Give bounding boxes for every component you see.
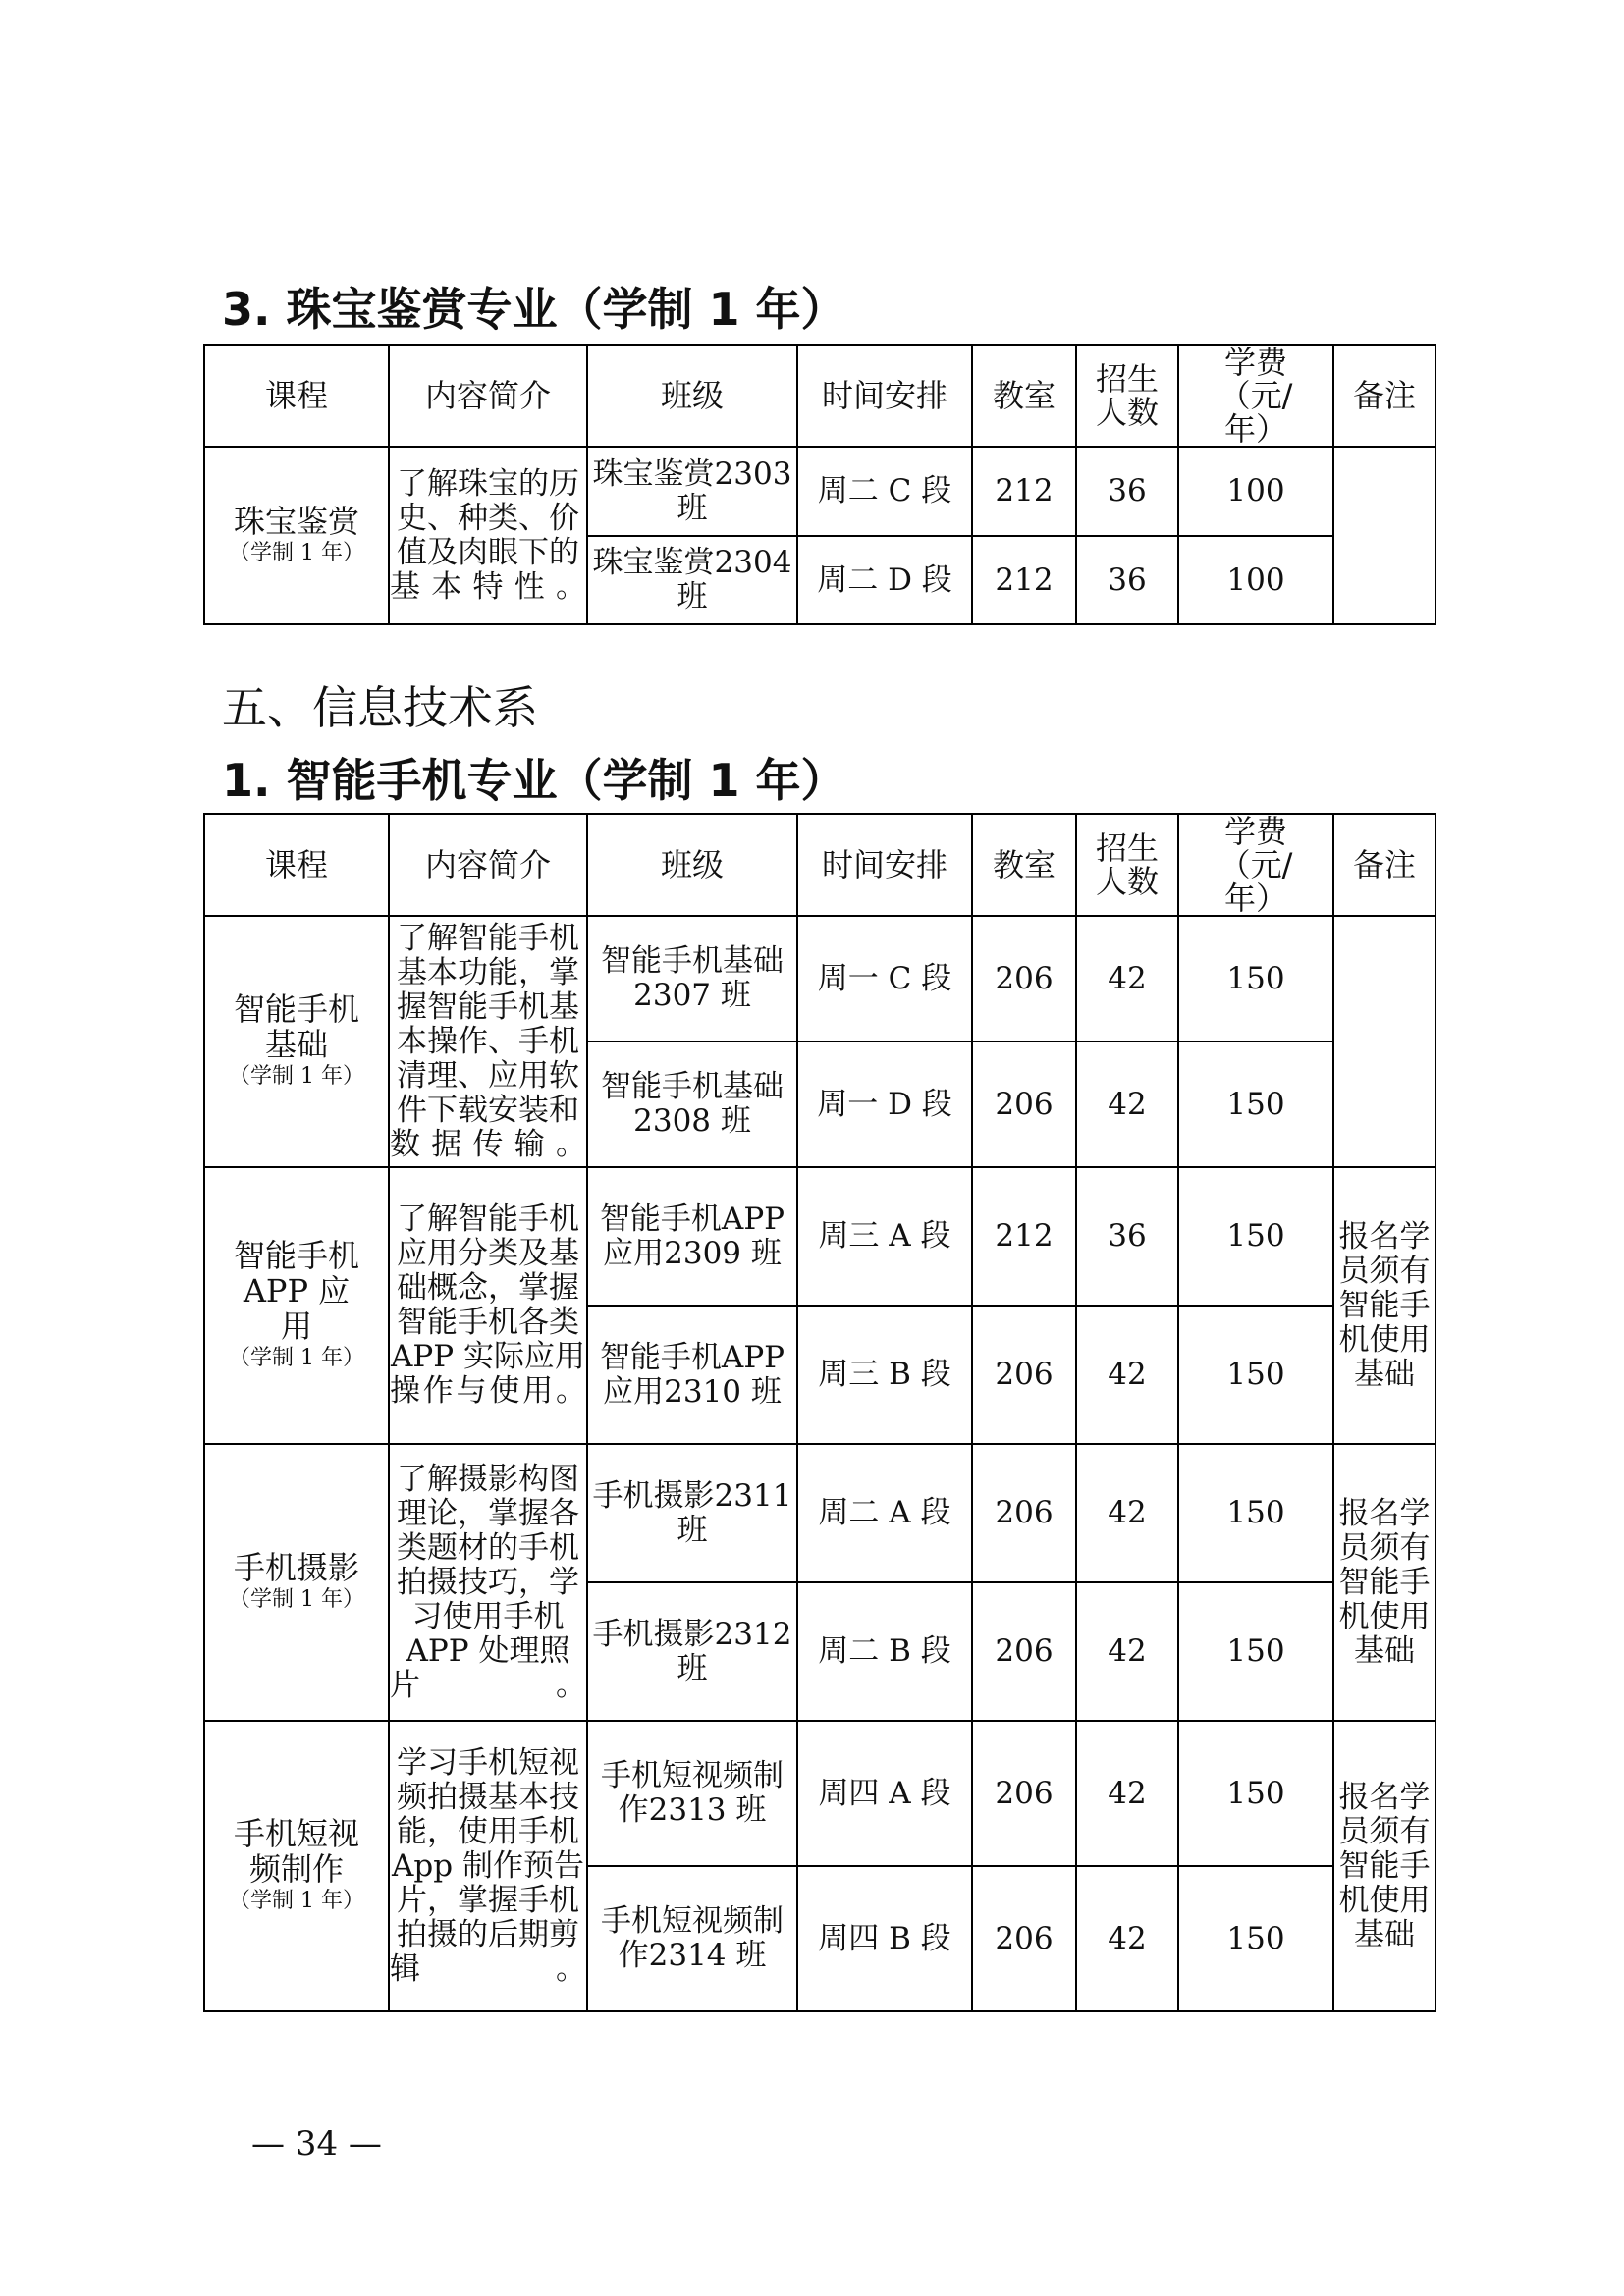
header-fee: 学费（元/年） [1178, 345, 1333, 447]
course-duration: （学制 1 年） [229, 1587, 364, 1612]
class-time: 周四 A 段 [797, 1721, 972, 1866]
class-time: 周二 B 段 [797, 1582, 972, 1721]
class-fee: 150 [1178, 916, 1333, 1041]
class-fee: 150 [1178, 1306, 1333, 1444]
class-fee: 150 [1178, 1444, 1333, 1582]
class-name: 手机摄影2312 班 [587, 1582, 797, 1721]
course-duration: （学制 1 年） [229, 1064, 364, 1089]
class-fee: 150 [1178, 1041, 1333, 1167]
table-row [204, 1444, 1435, 1582]
header-count: 招生人数 [1076, 814, 1178, 916]
course-name: 珠宝鉴赏 [233, 502, 359, 540]
class-name: 智能手机基础 2307 班 [587, 916, 797, 1041]
class-time: 周二 D 段 [797, 536, 972, 624]
header-fee: 学费（元/年） [1178, 814, 1333, 916]
class-room: 206 [972, 1866, 1076, 2011]
class-name: 手机摄影2311 班 [587, 1444, 797, 1582]
course-name-cell [204, 1167, 389, 1444]
class-time: 周三 B 段 [797, 1306, 972, 1444]
table-header-row [204, 814, 1435, 916]
course-name-cell [204, 447, 389, 624]
section-heading-smartphone: 1. 智能手机专业（学制 1 年） [222, 754, 846, 807]
header-class: 班级 [587, 345, 797, 447]
course-name: 手机短视频制作 [233, 1815, 359, 1888]
header-description: 内容简介 [389, 345, 587, 447]
class-name: 手机短视频制作2313 班 [587, 1721, 797, 1866]
course-description: 了解智能手机应用分类及基础概念，掌握智能手机各类 APP 实际应用操作与使用。 [389, 1167, 587, 1444]
course-note: 报名学员须有智能手机使用基础 [1333, 1167, 1435, 1444]
table-row [204, 447, 1435, 536]
header-course: 课程 [204, 814, 389, 916]
class-name: 珠宝鉴赏2303 班 [587, 447, 797, 536]
class-count: 36 [1076, 536, 1178, 624]
class-count: 42 [1076, 1582, 1178, 1721]
course-note: 报名学员须有智能手机使用基础 [1333, 1721, 1435, 2011]
header-note: 备注 [1333, 814, 1435, 916]
class-count: 42 [1076, 1444, 1178, 1582]
class-room: 206 [972, 1721, 1076, 1866]
class-room: 212 [972, 536, 1076, 624]
class-name: 手机短视频制作2314 班 [587, 1866, 797, 2011]
class-room: 212 [972, 1167, 1076, 1306]
course-duration: （学制 1 年） [229, 1889, 364, 1913]
course-note: 报名学员须有智能手机使用基础 [1333, 1444, 1435, 1721]
header-time: 时间安排 [797, 345, 972, 447]
header-count: 招生人数 [1076, 345, 1178, 447]
header-room: 教室 [972, 345, 1076, 447]
class-name: 智能手机APP 应用2309 班 [587, 1167, 797, 1306]
class-time: 周二 A 段 [797, 1444, 972, 1582]
table-row [204, 1167, 1435, 1306]
course-description: 了解珠宝的历史、种类、价值及肉眼下的基本特性。 [389, 447, 587, 624]
section-heading-jewelry: 3. 珠宝鉴赏专业（学制 1 年） [222, 283, 846, 336]
course-name-cell [204, 916, 389, 1167]
class-count: 42 [1076, 916, 1178, 1041]
class-time: 周一 C 段 [797, 916, 972, 1041]
class-fee: 100 [1178, 536, 1333, 624]
class-count: 42 [1076, 1721, 1178, 1866]
class-fee: 150 [1178, 1866, 1333, 2011]
class-time: 周一 D 段 [797, 1041, 972, 1167]
course-description: 了解智能手机基本功能，掌握智能手机基本操作、手机清理、应用软件下载安装和数据传输。 [389, 916, 587, 1167]
class-fee: 100 [1178, 447, 1333, 536]
class-time: 周四 B 段 [797, 1866, 972, 2011]
class-name: 智能手机基础 2308 班 [587, 1041, 797, 1167]
table-header-row [204, 345, 1435, 447]
class-name: 珠宝鉴赏2304 班 [587, 536, 797, 624]
course-duration: （学制 1 年） [229, 1346, 364, 1370]
course-name: 智能手机APP 应用 [233, 1237, 359, 1345]
course-duration: （学制 1 年） [229, 540, 364, 565]
class-room: 206 [972, 1041, 1076, 1167]
class-name: 智能手机APP 应用2310 班 [587, 1306, 797, 1444]
header-course: 课程 [204, 345, 389, 447]
department-heading: 五、信息技术系 [222, 681, 538, 734]
course-description: 学习手机短视频拍摄基本技能，使用手机 App 制作预告片，掌握手机拍摄的后期剪辑。 [389, 1721, 587, 2011]
course-table-jewelry [203, 344, 1436, 625]
class-room: 206 [972, 1306, 1076, 1444]
class-room: 206 [972, 1444, 1076, 1582]
header-note: 备注 [1333, 345, 1435, 447]
class-room: 206 [972, 916, 1076, 1041]
class-fee: 150 [1178, 1582, 1333, 1721]
class-count: 42 [1076, 1306, 1178, 1444]
page-number: — 34 — [251, 2124, 382, 2163]
class-time: 周二 C 段 [797, 447, 972, 536]
header-description: 内容简介 [389, 814, 587, 916]
course-name-cell [204, 1444, 389, 1721]
class-room: 212 [972, 447, 1076, 536]
class-count: 42 [1076, 1866, 1178, 2011]
class-count: 36 [1076, 447, 1178, 536]
course-name: 智能手机基础 [233, 990, 359, 1063]
header-class: 班级 [587, 814, 797, 916]
class-fee: 150 [1178, 1167, 1333, 1306]
class-count: 42 [1076, 1041, 1178, 1167]
table-row [204, 1721, 1435, 1866]
header-room: 教室 [972, 814, 1076, 916]
course-note [1333, 447, 1435, 624]
course-description: 了解摄影构图理论，掌握各类题材的手机拍摄技巧，学习使用手机 APP 处理照片。 [389, 1444, 587, 1721]
course-name: 手机摄影 [233, 1549, 359, 1586]
table-row [204, 916, 1435, 1041]
header-time: 时间安排 [797, 814, 972, 916]
class-time: 周三 A 段 [797, 1167, 972, 1306]
course-note [1333, 916, 1435, 1167]
class-count: 36 [1076, 1167, 1178, 1306]
course-name-cell [204, 1721, 389, 2011]
class-fee: 150 [1178, 1721, 1333, 1866]
class-room: 206 [972, 1582, 1076, 1721]
course-table-smartphone [203, 813, 1436, 2012]
